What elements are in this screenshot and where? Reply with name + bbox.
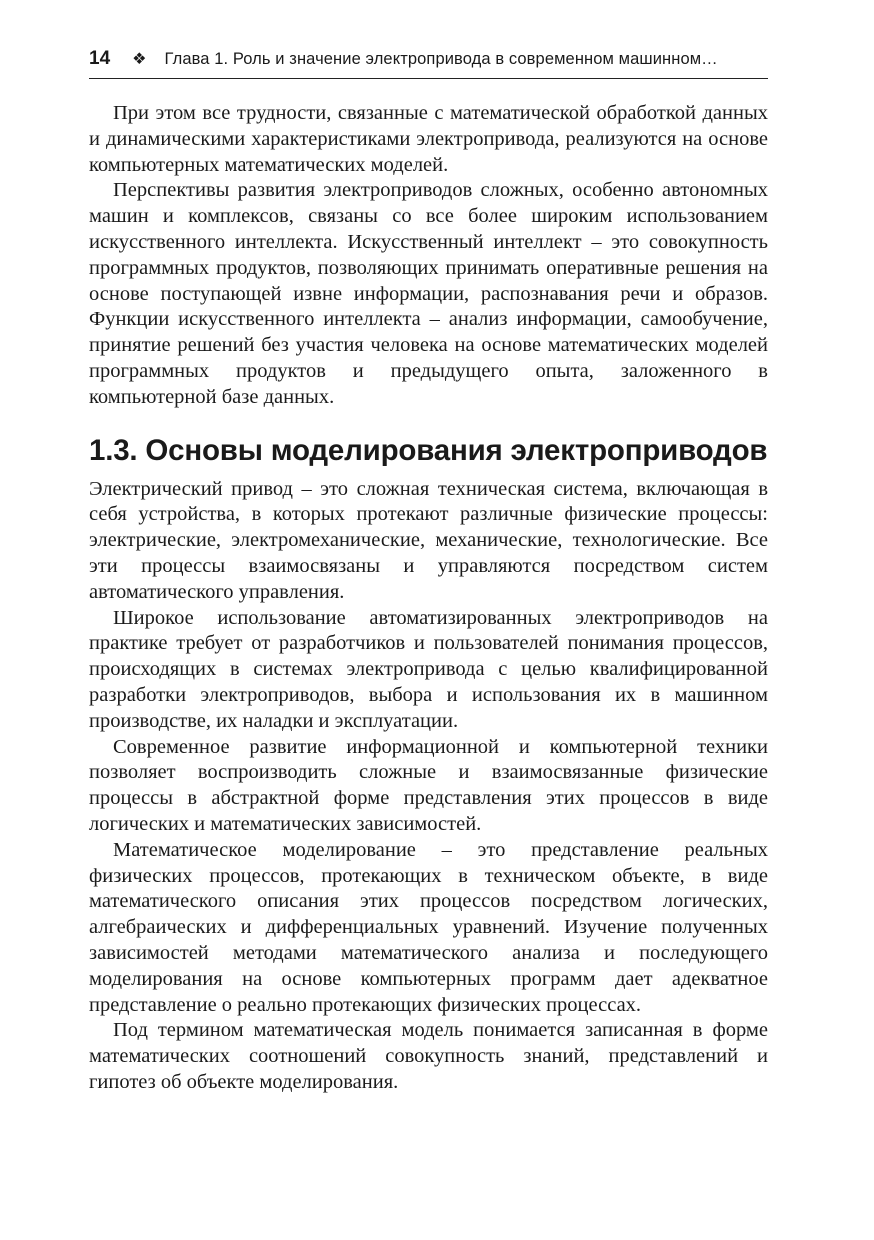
paragraph: Под термином математическая модель понимается записанная в форме математических соотношений совокупность знаний, представлений и гипотез об объекте моделирования. bbox=[89, 1019, 768, 1093]
running-header bbox=[89, 48, 768, 79]
section-heading: 1.3. Основы моделирования электроприводов bbox=[89, 433, 768, 467]
paragraph: Широкое использование автоматизированных электроприводов на практике требует от разработчиков и пользователей понимания процессов, происходящих в системах электропривода с целью квалифицированной разработки электроприводов, выбора и использования их в машинном производстве, их наладки и эксплуатации. bbox=[89, 606, 768, 732]
paragraph: Математическое моделирование – это представление реальных физических процессов, протекающих в техническом объекте, в виде математического описания этих процессов посредством логических, алгебраических и дифференциальных уравнений. Изучение полученных зависимостей методами математического анализа и последующего моделирования на основе компьютерных программ дает адекватное представление о реально протекающих физических процессах. bbox=[89, 838, 768, 1016]
fleuron-separator-icon: ❖ bbox=[132, 51, 147, 68]
page-number: 14 bbox=[89, 48, 111, 69]
paragraph: При этом все трудности, связанные с математической обработкой данных и динамическими характеристиками электропривода, реализуются на основе компьютерных математических моделей. bbox=[89, 102, 768, 176]
paragraph: Перспективы развития электроприводов сложных, особенно автономных машин и комплексов, связаны со все более широким использованием искусственного интеллекта. Искусственный интеллект – это совокупность программных продуктов, позволяющих принимать оперативные решения на основе поступающей извне информации, распознавания речи и образов. Функции искусственного интеллекта – анализ информации, самообучение, принятие решений без участия человека на основе математических моделей программных продуктов и предыдущего опыта, заложенного в компьютерной базе данных. bbox=[89, 179, 768, 408]
chapter-title: Глава 1. Роль и значение электропривода в современном машинном… bbox=[164, 50, 718, 68]
book-page bbox=[89, 48, 768, 1096]
paragraph: Электрический привод – это сложная техническая система, включающая в себя устройства, в которых протекают различные физические процессы: электрические, электромеханические, механические, технологические. Все эти процессы взаимосвязаны и управляются посредством систем автоматического управления. bbox=[89, 477, 768, 603]
paragraph: Современное развитие информационной и компьютерной техники позволяет воспроизводить сложные и взаимосвязанные физические процессы в абстрактной форме представления этих процессов в виде логических и математических зависимостей. bbox=[89, 735, 768, 835]
